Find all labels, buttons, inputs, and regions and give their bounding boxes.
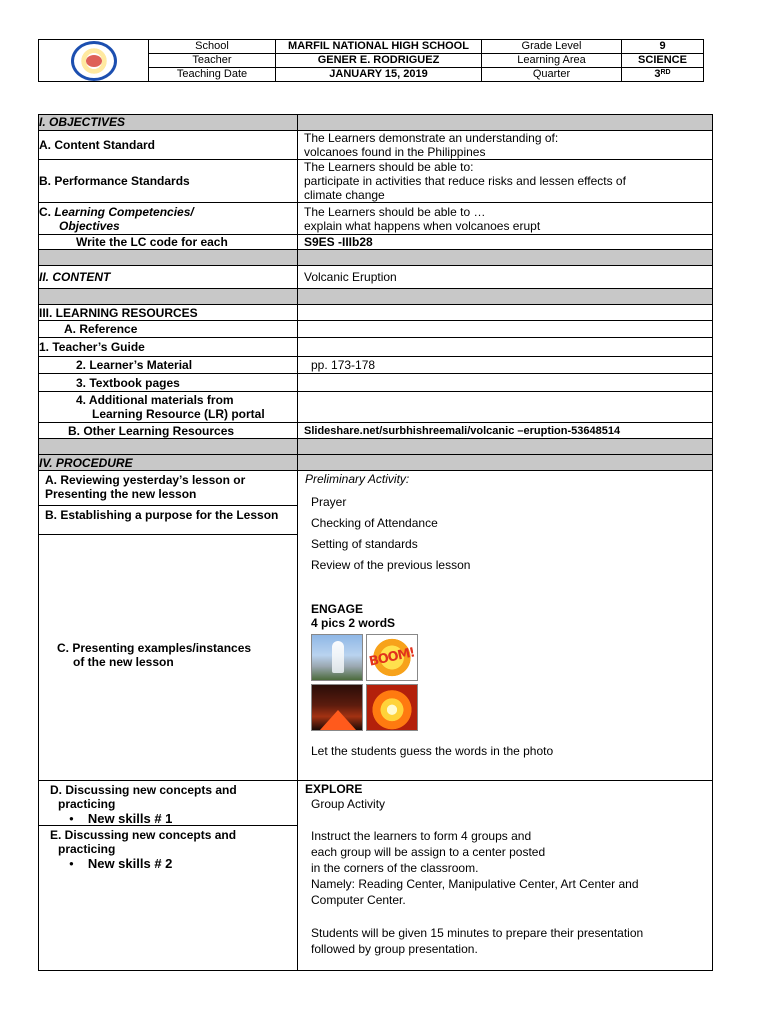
- content-heading: II. CONTENT: [39, 270, 111, 284]
- spacer-row-3: [39, 439, 298, 455]
- content-standard-label: A. Content Standard: [39, 138, 155, 152]
- spacer-row-1b: [298, 250, 713, 266]
- quarter-suffix: RD: [660, 69, 671, 76]
- learners-material-value-cell: [298, 357, 713, 374]
- prelim-item-standards: Setting of standards: [311, 537, 418, 551]
- content-value-cell: [298, 266, 713, 289]
- guess-instruction: Let the students guess the words in the photo: [311, 744, 554, 758]
- spacer-row-2b: [298, 289, 713, 305]
- engage-heading: ENGAGE: [311, 602, 364, 616]
- school-logo-cell: [39, 40, 149, 82]
- competencies-line1: The Learners should be able to …: [304, 204, 486, 219]
- additional-materials-value: [298, 392, 713, 423]
- competencies-label-cell: [39, 203, 298, 235]
- engage-section: [305, 602, 712, 630]
- explore-heading: EXPLORE: [305, 782, 363, 796]
- explore-line-4: Namely: Reading Center, Manipulative Center, Art Center and: [311, 877, 639, 891]
- teacher-value: GENER E. RODRIGUEZ: [276, 54, 482, 68]
- new-skills-1: ● New skills # 1: [45, 811, 293, 827]
- resources-heading: III. LEARNING RESOURCES: [39, 305, 198, 320]
- boom-text: BOOM!: [367, 644, 416, 670]
- explosion-image: [366, 684, 418, 731]
- explore-line-2: each group will be assign to a center posted: [311, 845, 546, 859]
- quarter-label: Quarter: [482, 68, 622, 82]
- discussing-2-label: E. Discussing new concepts and practicing: [50, 828, 237, 856]
- resources-heading-cell: [39, 305, 298, 321]
- content-standard-line2: volcanoes found in the Philippines: [304, 145, 486, 159]
- content-value: Volcanic Eruption: [304, 270, 397, 284]
- performance-line3: climate change: [304, 188, 385, 202]
- explore-line-1: Instruct the learners to form 4 groups and: [311, 829, 532, 843]
- additional-materials-label-cell: [39, 392, 298, 423]
- explore-line-7: followed by group presentation.: [311, 942, 478, 956]
- grade-level-label: Grade Level: [482, 40, 622, 54]
- learners-material-value: pp. 173-178: [311, 358, 376, 372]
- lc-code-value-cell: [298, 235, 713, 250]
- competencies-label2: Objectives: [59, 218, 120, 233]
- grade-level-value: 9: [622, 40, 704, 54]
- geyser-image: [311, 634, 363, 681]
- procedure-right-column-2: [298, 781, 713, 971]
- procedure-left-column-2: [39, 781, 298, 971]
- content-heading-cell: [39, 266, 298, 289]
- school-label: School: [149, 40, 276, 54]
- discussing-1-label: D. Discussing new concepts and practicing: [50, 783, 237, 811]
- presenting-label2: of the new lesson: [73, 655, 174, 669]
- procedure-left-column-1: [39, 471, 298, 781]
- procedure-heading-value: [298, 455, 713, 471]
- preliminary-activity: Preliminary Activity:: [305, 472, 410, 486]
- reference-label-cell: [39, 321, 298, 338]
- performance-line2: participate in activities that reduce risks and lessen effects of: [304, 174, 626, 188]
- prelim-item-prayer: Prayer: [311, 495, 347, 509]
- content-standard-line1: The Learners demonstrate an understanding of:: [304, 131, 559, 145]
- lc-code-label: Write the LC code for each: [76, 235, 228, 249]
- boom-image: [366, 634, 418, 681]
- content-standard-label-cell: [39, 131, 298, 160]
- other-resources-label-cell: [39, 423, 298, 439]
- performance-line1: The Learners should be able to:: [304, 160, 474, 174]
- performance-standards-label-cell: [39, 160, 298, 203]
- school-seal-icon: [71, 41, 117, 81]
- procedure-heading-cell: [39, 455, 298, 471]
- teachers-guide-value: [298, 338, 713, 357]
- explore-line-6: Students will be given 15 minutes to prepare their presentation: [311, 926, 644, 940]
- four-pics-label: 4 pics 2 wordS: [311, 616, 396, 630]
- explore-instructions: [305, 828, 712, 908]
- other-resources-value-cell: [298, 423, 713, 439]
- prelim-item-attendance: Checking of Attendance: [311, 516, 438, 530]
- performance-standards-value: [298, 160, 713, 203]
- quarter-number: 3: [654, 68, 661, 80]
- preliminary-list: [305, 495, 712, 572]
- competencies-prefix: C.: [39, 204, 51, 219]
- competencies-line2: explain what happens when volcanoes erupt: [304, 218, 541, 233]
- objectives-heading-text: I. OBJECTIVES: [39, 115, 126, 129]
- lc-code-value: S9ES -IIIb28: [304, 235, 373, 249]
- textbook-value: [298, 374, 713, 392]
- content-standard-value: [298, 131, 713, 160]
- textbook-label: 3. Textbook pages: [76, 375, 180, 390]
- four-pics-grid: [311, 634, 712, 731]
- quarter-value: [622, 68, 704, 82]
- procedure-right-column-1: [298, 471, 713, 781]
- competencies-label: Learning Competencies/: [54, 204, 194, 219]
- procedure-heading: IV. PROCEDURE: [39, 455, 133, 470]
- establish-purpose-box: [39, 506, 297, 535]
- other-resources-value: Slideshare.net/surbhishreemali/volcanic –eruption-53648514: [304, 425, 621, 437]
- prelim-item-review: Review of the previous lesson: [311, 558, 471, 572]
- additional-label1: 4. Additional materials from: [76, 393, 234, 407]
- discussing-2-box: [39, 826, 297, 970]
- explore-instructions-2: [305, 925, 712, 957]
- explore-line-3: in the corners of the classroom.: [311, 861, 479, 875]
- teachers-guide-label-cell: [39, 338, 298, 357]
- school-value: MARFIL NATIONAL HIGH SCHOOL: [276, 40, 482, 54]
- review-lesson-label: A. Reviewing yesterday’s lesson or Presenting the new lesson: [45, 473, 246, 501]
- establish-purpose-label: B. Establishing a purpose for the Lesson: [45, 508, 279, 522]
- learning-area-value: SCIENCE: [622, 54, 704, 68]
- resources-heading-value: [298, 305, 713, 321]
- learners-material-label-cell: [39, 357, 298, 374]
- explore-line-5: Computer Center.: [311, 893, 406, 907]
- performance-standards-label: B. Performance Standards: [39, 174, 190, 188]
- objectives-heading: [39, 115, 298, 131]
- reference-value: [298, 321, 713, 338]
- competencies-value: [298, 203, 713, 235]
- teaching-date-label: Teaching Date: [149, 68, 276, 82]
- discussing-1-box: [39, 781, 297, 826]
- volcano-image: [311, 684, 363, 731]
- spacer-row-1: [39, 250, 298, 266]
- additional-label2: Learning Resource (LR) portal: [92, 407, 265, 421]
- lesson-plan-table: [38, 114, 713, 971]
- learning-area-label: Learning Area: [482, 54, 622, 68]
- new-skills-2: ● New skills # 2: [45, 856, 293, 872]
- lc-code-label-cell: [39, 235, 298, 250]
- header-table: [38, 39, 704, 82]
- presenting-examples-box: [39, 535, 297, 779]
- other-resources-label: B. Other Learning Resources: [68, 423, 235, 438]
- teacher-label: Teacher: [149, 54, 276, 68]
- group-activity: Group Activity: [311, 797, 386, 811]
- spacer-row-2: [39, 289, 298, 305]
- teachers-guide-label: 1. Teacher’s Guide: [39, 340, 145, 354]
- reference-label: A. Reference: [64, 322, 138, 336]
- presenting-label1: C. Presenting examples/instances: [57, 641, 252, 655]
- review-lesson-box: [39, 471, 297, 506]
- teaching-date-value: JANUARY 15, 2019: [276, 68, 482, 82]
- learners-material-label: 2. Learner’s Material: [76, 358, 193, 372]
- objectives-heading-cell: [298, 115, 713, 131]
- textbook-label-cell: [39, 374, 298, 392]
- spacer-row-3b: [298, 439, 713, 455]
